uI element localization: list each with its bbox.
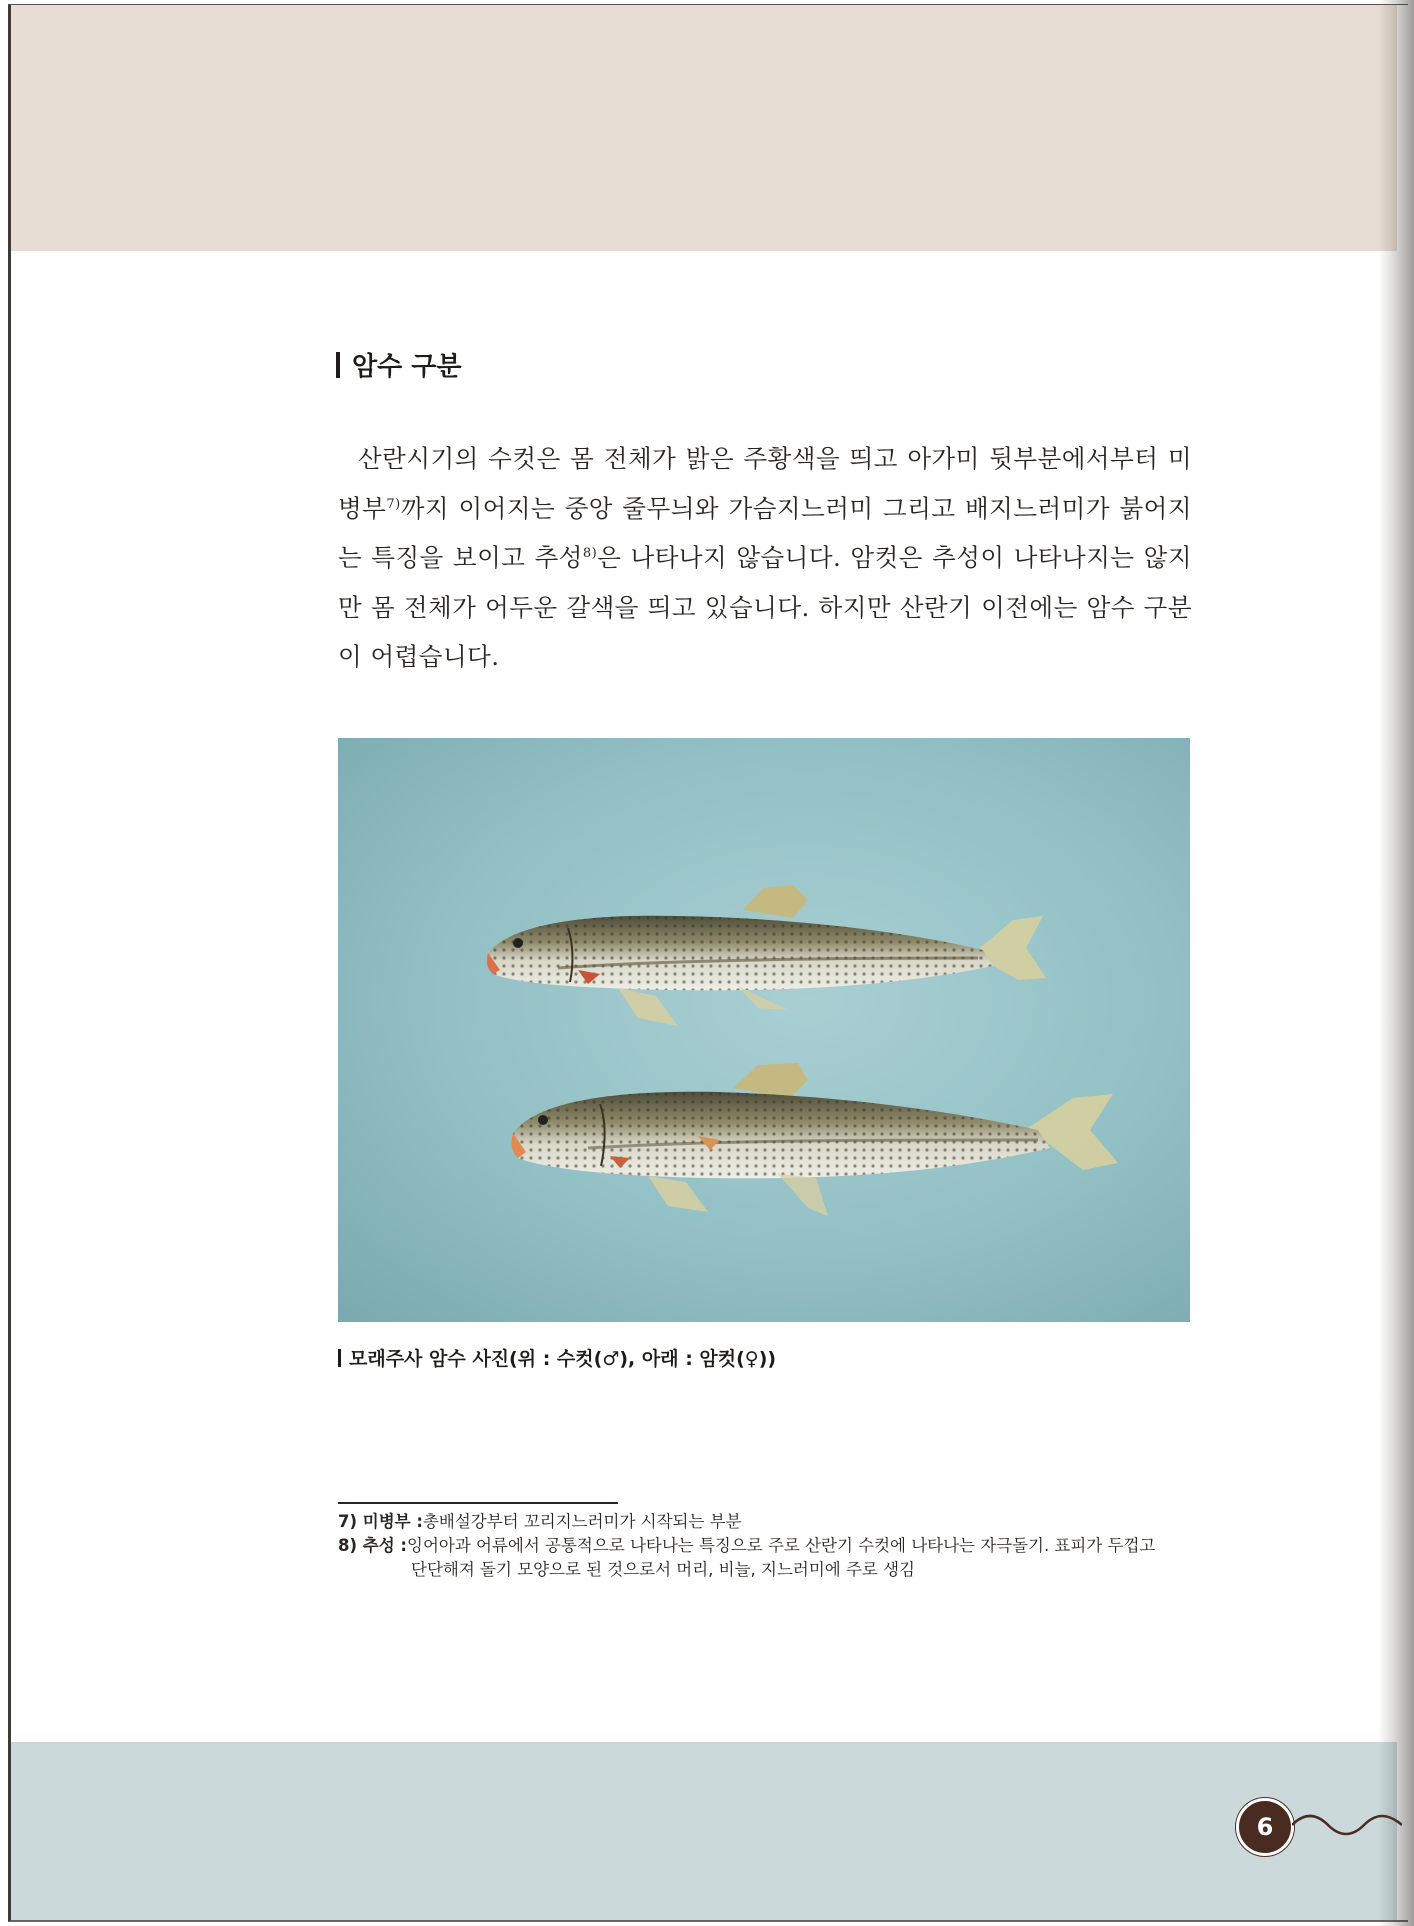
page-number: 6 [1236, 1798, 1294, 1856]
footnote-8-text: 잉어아과 어류에서 공통적으로 나타나는 특징으로 주로 산란기 수컷에 나타나는 자극돌기. 표피가 두껍고 [407, 1536, 1156, 1555]
body-part-1: 산란시기의 수컷은 몸 전체가 밝은 주황색을 띄고 아가미 뒷부분에서부터 미병부 [338, 444, 1192, 523]
page-edge-shadow [1378, 0, 1414, 1926]
male-fish [487, 885, 1046, 1026]
body-paragraph [338, 434, 1192, 682]
fish-photo [338, 738, 1190, 1322]
footnote-7-text: 총배설강부터 꼬리지느러미가 시작되는 부분 [422, 1512, 742, 1531]
footnote-7-term: 7) 미병부 : [338, 1512, 423, 1531]
header-band [11, 5, 1397, 251]
body-part-2: 까지 이어지는 중앙 줄무늬와 가슴지느러미 그리고 배지느러미가 붉어지는 특징을 보이고 추성 [338, 493, 1192, 572]
section-heading [336, 346, 462, 383]
caption-bar [338, 1349, 341, 1367]
female-fish [511, 1063, 1118, 1216]
footnote-8 [338, 1534, 1238, 1558]
heading-title: 암수 구분 [352, 352, 462, 382]
footnotes [338, 1510, 1238, 1582]
fish-illustration [338, 738, 1190, 1322]
photo-caption [338, 1344, 776, 1371]
footer-band [11, 1742, 1397, 1920]
heading-bar [336, 352, 340, 378]
footnote-8-term: 8) 추성 : [338, 1536, 407, 1555]
footnote-ref-8[interactable]: 8) [582, 545, 598, 561]
footnote-divider [338, 1502, 618, 1504]
caption-text: 모래주사 암수 사진(위 : 수컷(♂), 아래 : 암컷(♀)) [349, 1348, 777, 1370]
body-part-3: 은 나타나지 않습니다. 암컷은 추성이 나타나지는 않지만 몸 전체가 어두운 갈색을 띄고 있습니다. 하지만 산란기 이전에는 암수 구분이 어렵습니다. [338, 543, 1192, 671]
footnote-7 [338, 1510, 1238, 1534]
footnote-8-continued: 단단해져 돌기 모양으로 된 것으로서 머리, 비늘, 지느러미에 주로 생김 [411, 1560, 915, 1579]
footnote-ref-7[interactable]: 7) [386, 496, 401, 512]
